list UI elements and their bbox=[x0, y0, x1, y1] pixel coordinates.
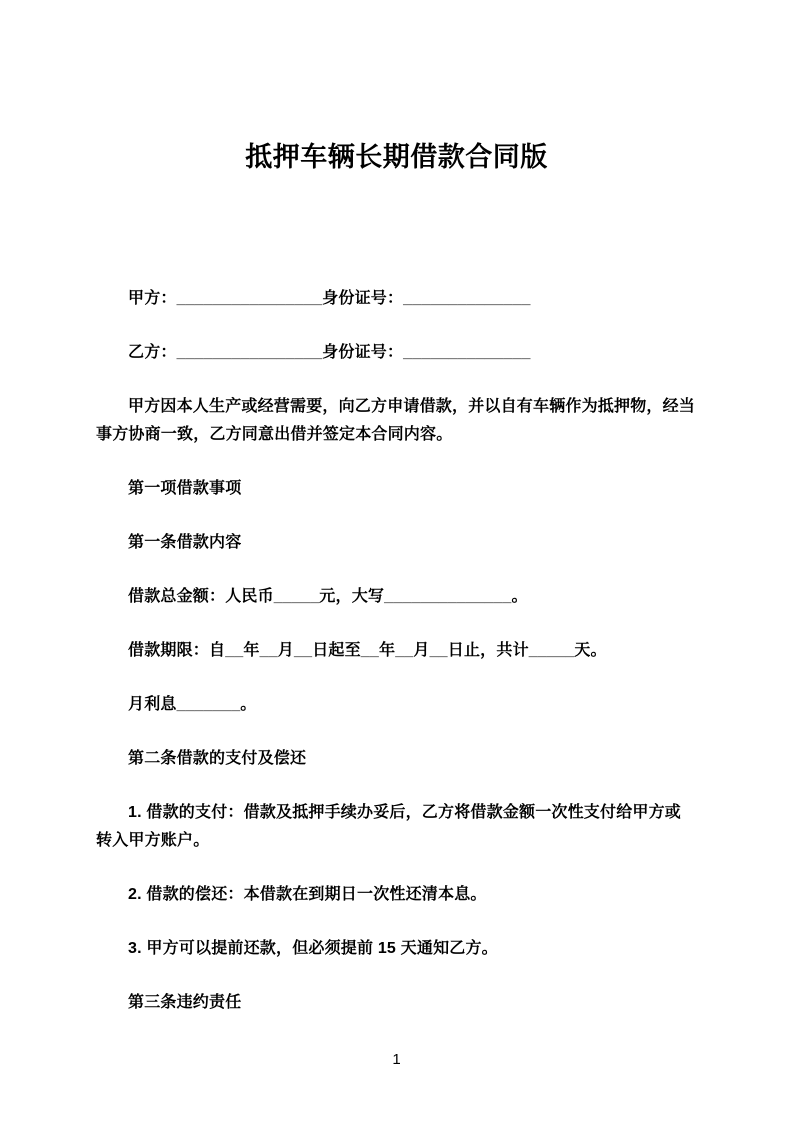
page-number: 1 bbox=[392, 1051, 401, 1068]
clause-repayment: 2. 借款的偿还：本借款在到期日一次性还清本息。 bbox=[128, 886, 487, 903]
loan-amount-line: 借款总金额：人民币_____元，大写______________。 bbox=[128, 588, 528, 605]
document-title: 抵押车辆长期借款合同版 bbox=[245, 142, 548, 172]
intro-paragraph: 甲方因本人生产或经营需要，向乙方申请借款，并以自有车辆作为抵押物，经当事方协商一致，乙方同意出借并签定本合同内容。 bbox=[96, 398, 696, 443]
article-3-heading: 第三条违约责任 bbox=[128, 994, 242, 1011]
article-1-heading: 第一条借款内容 bbox=[128, 534, 242, 551]
party-a-line: 甲方：________________身份证号：______________ bbox=[128, 290, 531, 307]
monthly-interest-line: 月利息_______。 bbox=[128, 696, 257, 713]
loan-term-line: 借款期限：自__年__月__日起至__年__月__日止，共计_____天。 bbox=[128, 642, 607, 659]
clause-payment: 1. 借款的支付：借款及抵押手续办妥后，乙方将借款金额一次性支付给甲方或转入甲方账户。 bbox=[96, 804, 681, 849]
article-2-heading: 第二条借款的支付及偿还 bbox=[128, 750, 307, 767]
clause-early-repayment: 3. 甲方可以提前还款，但必须提前 15 天通知乙方。 bbox=[128, 940, 498, 957]
section-1-heading: 第一项借款事项 bbox=[128, 480, 242, 497]
party-b-line: 乙方：________________身份证号：______________ bbox=[128, 344, 531, 361]
